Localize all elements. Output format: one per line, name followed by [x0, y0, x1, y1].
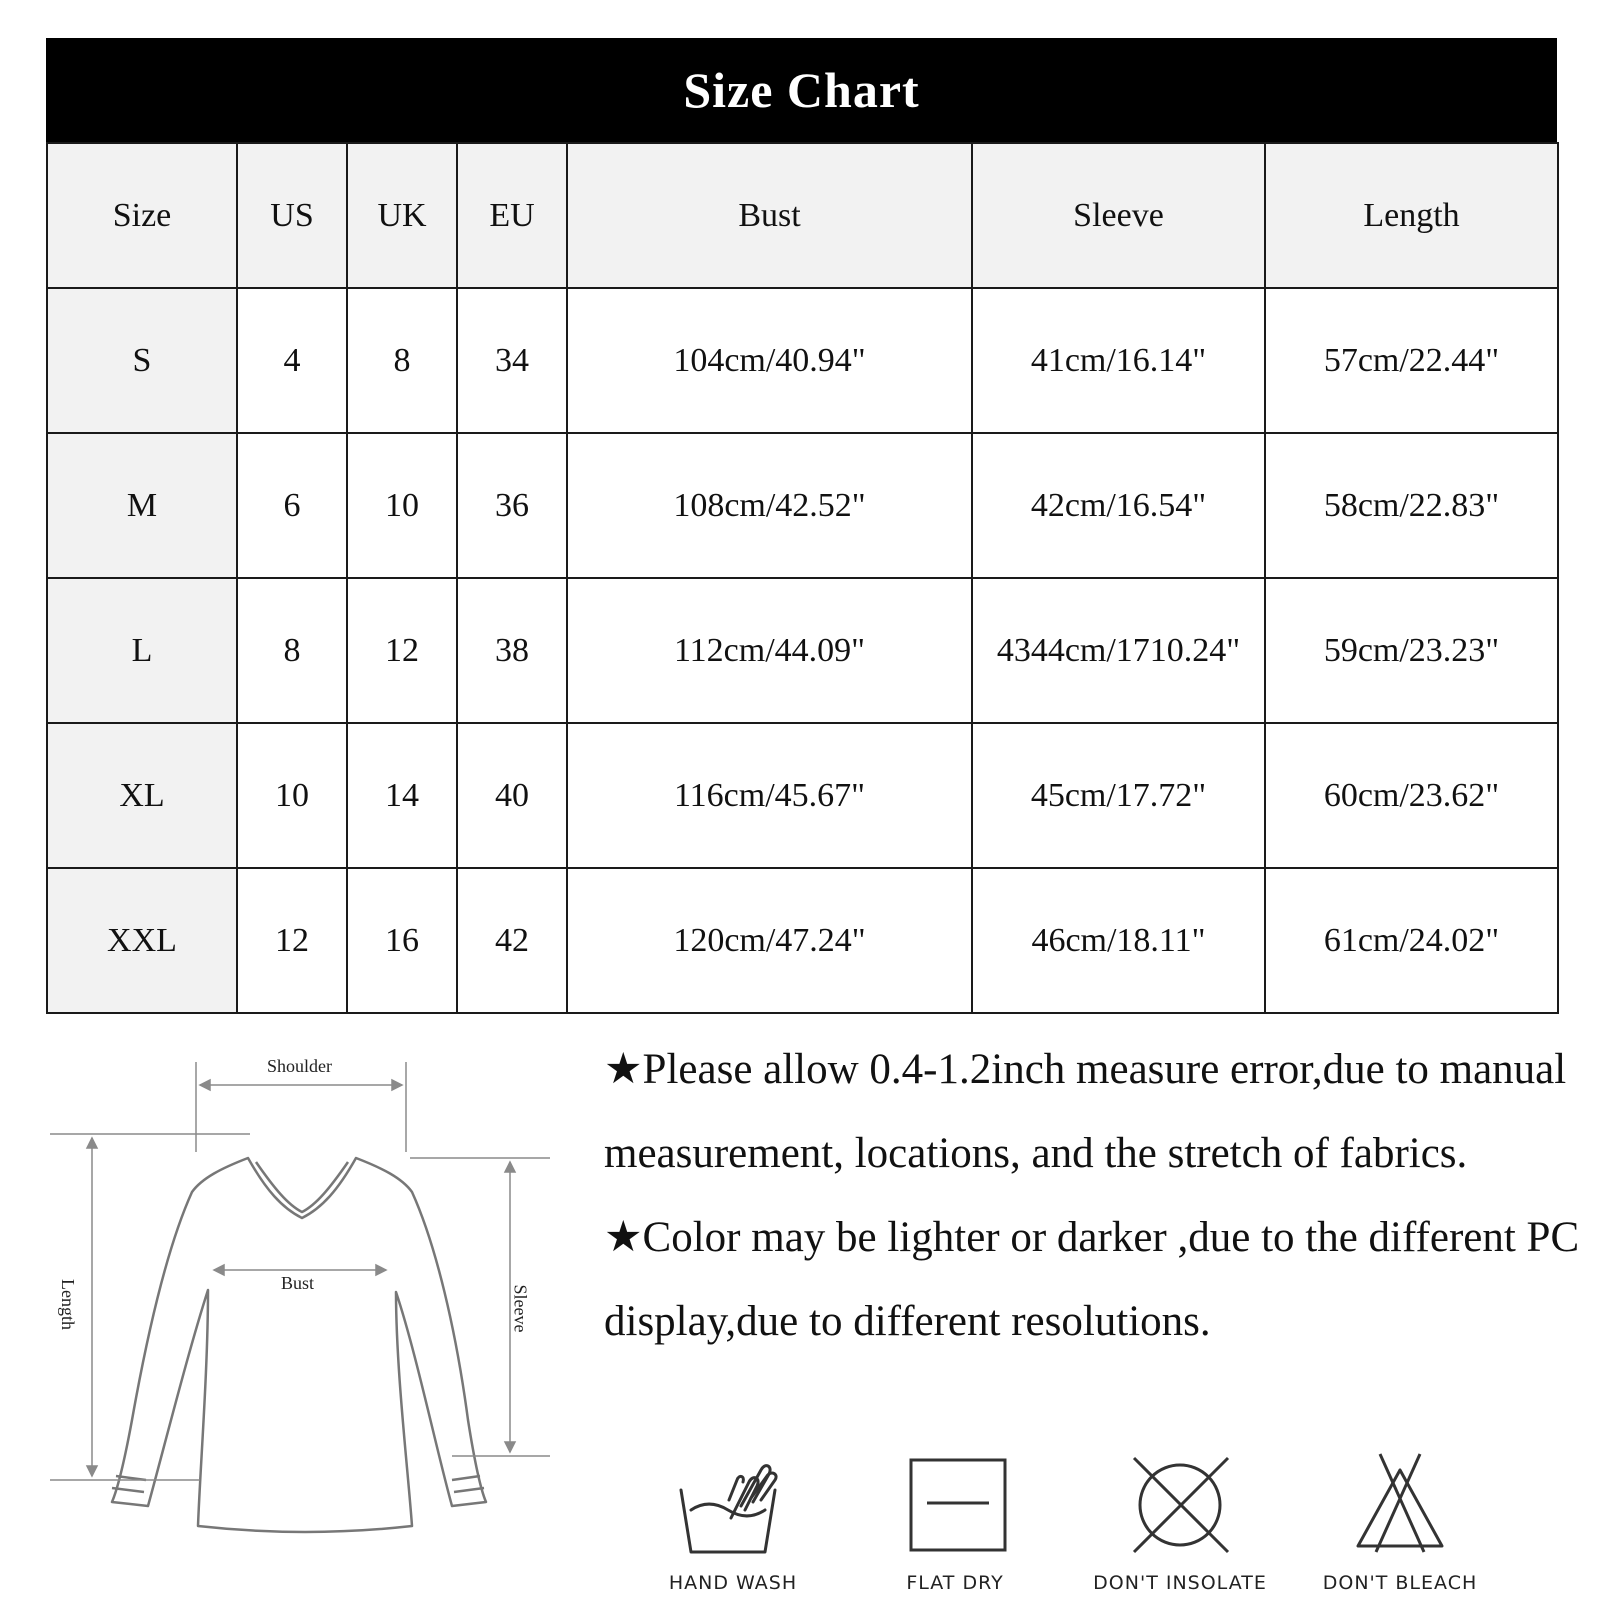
table-row	[47, 433, 1558, 578]
flat-dry-icon	[855, 1440, 1055, 1570]
hand-wash-label: HAND WASH	[668, 1572, 798, 1594]
table-cell: 4	[237, 288, 347, 433]
table-cell: 112cm/44.09"	[567, 578, 972, 723]
care-dont-bleach	[1300, 1440, 1500, 1600]
header-uk: UK	[347, 143, 457, 288]
table-cell: 46cm/18.11"	[972, 868, 1265, 1013]
page-title: Size Chart	[683, 62, 920, 118]
table-cell: 42cm/16.54"	[972, 433, 1265, 578]
table-cell: 36	[457, 433, 567, 578]
table-cell: 8	[237, 578, 347, 723]
table-cell: 16	[347, 868, 457, 1013]
hand-wash-icon	[633, 1440, 833, 1570]
dont-bleach-label: DON'T BLEACH	[1322, 1572, 1478, 1594]
table-cell: 104cm/40.94"	[567, 288, 972, 433]
table-cell: 6	[237, 433, 347, 578]
shoulder-label: Shoulder	[267, 1056, 332, 1076]
table-cell: M	[47, 433, 237, 578]
table-header-row	[47, 143, 1558, 288]
note-measure-error: ★Please allow 0.4-1.2inch measure error,due to manual measurement, locations, and the stretch of fabrics.	[604, 1046, 1567, 1177]
table-row	[47, 288, 1558, 433]
care-flat-dry	[855, 1440, 1055, 1600]
header-length: Length	[1265, 143, 1558, 288]
flat-dry-label: FLAT DRY	[906, 1572, 1004, 1594]
table-cell: 8	[347, 288, 457, 433]
header-bust: Bust	[567, 143, 972, 288]
size-table	[46, 142, 1559, 1014]
notes-section	[604, 1028, 1594, 1364]
table-cell: 40	[457, 723, 567, 868]
length-label: Length	[58, 1279, 78, 1330]
table-cell: XXL	[47, 868, 237, 1013]
table-cell: 60cm/23.62"	[1265, 723, 1558, 868]
table-cell: 45cm/17.72"	[972, 723, 1265, 868]
table-cell: XL	[47, 723, 237, 868]
dont-insolate-label: DON'T INSOLATE	[1093, 1572, 1267, 1594]
table-cell: 41cm/16.14"	[972, 288, 1265, 433]
size-chart-title-bar	[46, 38, 1557, 142]
sleeve-label: Sleeve	[510, 1284, 531, 1333]
header-sleeve: Sleeve	[972, 143, 1265, 288]
table-cell: 120cm/47.24"	[567, 868, 972, 1013]
table-cell: 10	[347, 433, 457, 578]
header-size: Size	[47, 143, 237, 288]
table-cell: 61cm/24.02"	[1265, 868, 1558, 1013]
table-cell: 57cm/22.44"	[1265, 288, 1558, 433]
dont-insolate-icon	[1080, 1440, 1280, 1570]
garment-measurement-diagram	[40, 1040, 580, 1580]
care-hand-wash	[633, 1440, 833, 1600]
table-cell: L	[47, 578, 237, 723]
sweater-outline-icon	[40, 1040, 580, 1580]
header-eu: EU	[457, 143, 567, 288]
table-cell: 10	[237, 723, 347, 868]
bust-label: Bust	[281, 1273, 315, 1293]
table-cell: 58cm/22.83"	[1265, 433, 1558, 578]
note-color-variation: ★Color may be lighter or darker ,due to the different PC display,due to different resolutions.	[604, 1214, 1580, 1345]
table-cell: 12	[347, 578, 457, 723]
header-us: US	[237, 143, 347, 288]
table-row	[47, 578, 1558, 723]
table-cell: 34	[457, 288, 567, 433]
table-cell: 108cm/42.52"	[567, 433, 972, 578]
table-cell: 14	[347, 723, 457, 868]
table-cell: 4344cm/1710.24"	[972, 578, 1265, 723]
care-dont-insolate	[1080, 1440, 1280, 1600]
table-cell: 42	[457, 868, 567, 1013]
table-cell: 116cm/45.67"	[567, 723, 972, 868]
table-cell: 59cm/23.23"	[1265, 578, 1558, 723]
table-row	[47, 723, 1558, 868]
table-cell: S	[47, 288, 237, 433]
table-cell: 38	[457, 578, 567, 723]
dont-bleach-icon	[1300, 1440, 1500, 1570]
table-cell: 12	[237, 868, 347, 1013]
table-row	[47, 868, 1558, 1013]
